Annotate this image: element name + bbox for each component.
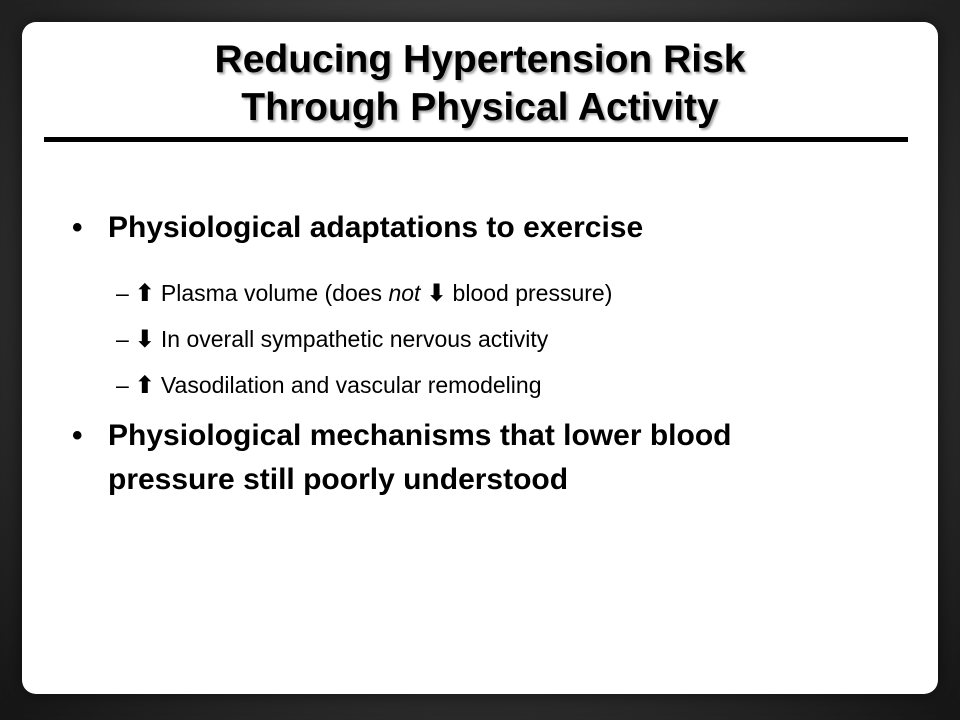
slide	[22, 22, 938, 694]
bullet-icon: •	[72, 419, 83, 452]
sub-item-text: Plasma volume (does	[160, 280, 389, 306]
up-arrow-icon: ⬆	[134, 279, 155, 307]
sub-item-1	[116, 278, 896, 308]
bullet-item-1	[72, 206, 948, 250]
sub-item-2	[116, 324, 896, 354]
bullet-text: Physiological adaptations to exercise	[108, 211, 644, 244]
sub-item-text: blood pressure)	[452, 280, 613, 306]
sub-item-emphasis: not	[388, 280, 421, 306]
up-arrow-icon: ⬆	[134, 371, 155, 399]
down-arrow-icon: ⬇	[134, 325, 155, 353]
bullet-text-line-1: Physiological mechanisms that lower blood	[108, 419, 732, 452]
bullet-icon: •	[72, 211, 83, 244]
down-arrow-icon: ⬇	[426, 279, 447, 307]
bullet-item-2	[72, 414, 948, 502]
bullet-text-line-2: pressure still poorly understood	[108, 463, 569, 496]
sub-item-text: Vasodilation and vascular remodeling	[160, 372, 542, 398]
title-divider	[44, 137, 908, 142]
dash-icon: –	[116, 372, 129, 398]
dash-icon: –	[116, 280, 129, 306]
sub-item-text: In overall sympathetic nervous activity	[160, 326, 549, 352]
title-line-1: Reducing Hypertension Risk	[214, 38, 746, 81]
slide-title	[22, 36, 938, 132]
dash-icon: –	[116, 326, 129, 352]
title-line-2: Through Physical Activity	[241, 86, 719, 129]
sub-item-3	[116, 370, 896, 400]
